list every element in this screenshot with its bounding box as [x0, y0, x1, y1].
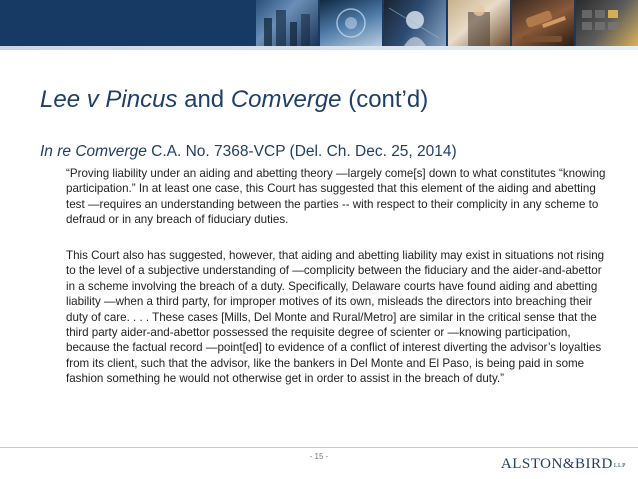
title-case-2: Comverge — [230, 86, 342, 113]
subtitle-citation: C.A. No. 7368-VCP (Del. Ch. Dec. 25, 2014) — [146, 143, 457, 160]
firm-logo — [501, 456, 626, 473]
page-number: - 15 - — [309, 452, 329, 461]
keyboard-photo — [576, 0, 638, 46]
slide-title — [40, 86, 428, 114]
quote-paragraph-2: This Court also has suggested, however, that aiding and abetting liability may exist in situations not rising to the level of a subjective understanding of ―complicity between the fiduciary and the aider-and-abettor in a scheme involving the breach of a duty. Specifically, Delaware courts have found aiding and abetting liability ―when a third party, for improper motives of its own, misleads the directors into breaching their duty of care. . . . These cases [Mills, Del Monte and Rural/Metro] are similar in the critical sense that the third party aider-and-abettor possessed the requisite degree of scienter or ―knowing participation, because the factual record ―point[ed] to evidence of a conflict of interest diverting the advisor’s loyalties from its client, such that the advisor, like the bankers in Del Monte and El Paso, is being paid in some fashion something he would not otherwise get in order to assist in the breach of duty.” — [66, 249, 605, 386]
footer-divider — [0, 447, 638, 448]
header-accent-strip — [0, 46, 638, 50]
subtitle-case-name: In re Comverge — [40, 143, 147, 160]
logo-text: ALSTON&BIRD — [500, 456, 613, 472]
tech-photo — [320, 0, 382, 46]
title-and: and — [177, 86, 231, 113]
case-citation — [40, 143, 457, 161]
business-photo — [448, 0, 510, 46]
logo-suffix: LLP — [613, 463, 626, 469]
gavel-photo — [512, 0, 574, 46]
network-photo — [384, 0, 446, 46]
quote-paragraph-1: “Proving liability under an aiding and abetting theory ―largely come[s] down to what constitutes “knowing participation.” In at least one case, this Court has suggested that this element of the aiding and abetting test ―requires an understanding between the parties -- with respect to their complicity in any scheme to defraud or in any breach of fiduciary duties. — [66, 167, 606, 227]
title-suffix: (cont’d) — [341, 86, 429, 113]
title-case-1: Lee v Pincus — [40, 86, 178, 113]
banner-image-strip — [254, 0, 638, 46]
city-photo — [256, 0, 318, 46]
